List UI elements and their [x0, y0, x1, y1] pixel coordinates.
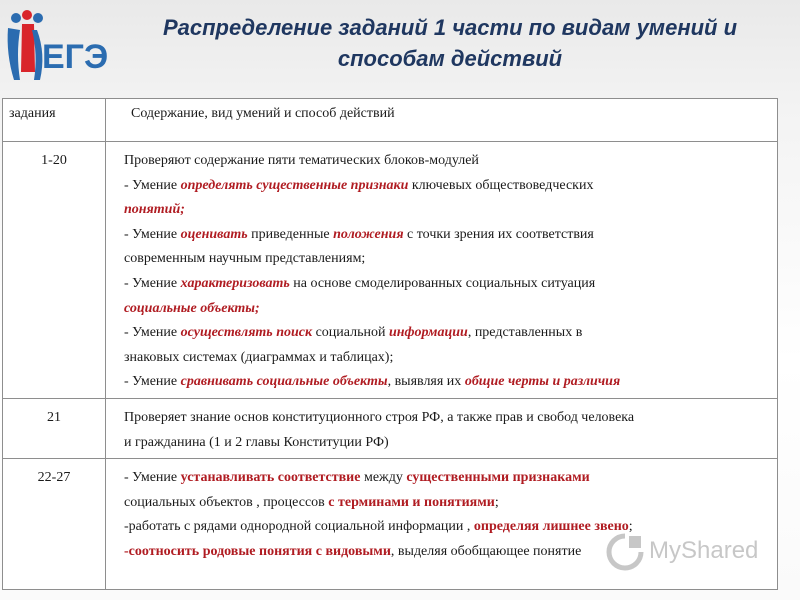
- content-line: [124, 466, 767, 491]
- content-line: [124, 321, 767, 346]
- content-line: [124, 370, 767, 395]
- text-segment: - Умение: [124, 470, 181, 486]
- text-segment: , выявляя их: [387, 374, 465, 390]
- text-segment: - Умение: [124, 226, 181, 242]
- text-segment: и гражданина (1 и 2 главы Конституции РФ): [124, 434, 389, 450]
- text-segment: - Умение: [124, 325, 181, 341]
- table-header-row: [3, 99, 778, 142]
- content-line: [124, 346, 767, 371]
- logo-head-blue-left: [11, 13, 21, 23]
- highlighted-text: осуществлять поиск: [180, 325, 313, 341]
- text-segment: социальных объектов , процессов: [124, 494, 329, 510]
- content-line: [124, 198, 767, 223]
- content-line: [124, 491, 767, 516]
- tasks-table: [2, 98, 778, 590]
- content-line: [124, 406, 767, 431]
- watermark-text: MyShared: [649, 537, 759, 564]
- content-line: [124, 272, 767, 297]
- text-segment: на основе смоделированных социальных ситуация: [289, 275, 596, 291]
- text-segment: между: [360, 470, 407, 486]
- header-tasks: задания: [3, 99, 106, 142]
- text-segment: знаковых системах (диаграммах и таблицах);: [124, 349, 394, 365]
- text-segment: - Умение: [124, 374, 181, 390]
- slide-title-line-2: способам действий: [337, 46, 563, 71]
- logo-figure-left: [8, 28, 20, 80]
- text-segment: , выделяя обобщающее понятие: [390, 543, 582, 559]
- highlighted-text: характеризовать: [180, 275, 290, 291]
- text-segment: ;: [494, 494, 499, 510]
- highlighted-text: понятий;: [124, 202, 185, 218]
- text-segment: -работать с рядами однородной социальной информации ,: [124, 519, 474, 535]
- header-content: Содержание, вид умений и способ действий: [106, 99, 778, 142]
- task-number: 21: [3, 398, 106, 458]
- highlighted-text: существенными признаками: [406, 470, 590, 486]
- text-segment: , представленных в: [467, 325, 583, 341]
- highlighted-text: устанавливать соответствие: [180, 470, 361, 486]
- text-segment: Проверяют содержание пяти тематических блоков-модулей: [124, 153, 479, 168]
- text-segment: - Умение: [124, 275, 181, 291]
- logo-text: ЕГЭ: [42, 38, 109, 76]
- logo-head-blue-right: [33, 13, 43, 23]
- text-segment: социальной: [312, 325, 389, 341]
- text-segment: - Умение: [124, 177, 181, 193]
- content-line: [124, 431, 767, 456]
- watermark-logo-icon: [605, 532, 645, 572]
- logo-head-red: [22, 10, 32, 20]
- content-line: [124, 149, 767, 174]
- content-line: [124, 247, 767, 272]
- highlighted-text: положения: [333, 226, 404, 242]
- ege-logo: [2, 8, 114, 92]
- highlighted-text: социальные объекты;: [124, 300, 260, 316]
- content-line: [124, 174, 767, 199]
- watermark: [605, 532, 765, 576]
- task-number: 22-27: [3, 459, 106, 590]
- text-segment: ключевых обществоведческих: [408, 177, 594, 193]
- slide-title: [130, 12, 770, 74]
- text-segment: с точки зрения их соответствия: [403, 226, 594, 242]
- ege-logo-graphic: [2, 8, 114, 92]
- watermark-square: [629, 536, 641, 548]
- highlighted-text: информации: [388, 325, 468, 341]
- text-segment: современным научным представлениям;: [124, 251, 366, 267]
- content-line: [124, 223, 767, 248]
- content-line: [124, 297, 767, 322]
- task-number: 1-20: [3, 142, 106, 399]
- task-content: [106, 142, 778, 399]
- highlighted-text: -соотносить родовые понятия с видовыми: [124, 543, 391, 559]
- highlighted-text: определять существенные признаки: [180, 177, 409, 193]
- text-segment: Проверяет знание основ конституционного строя РФ, а также прав и свобод человека: [124, 409, 635, 425]
- highlighted-text: сравнивать социальные объекты: [180, 374, 388, 390]
- text-segment: ;: [628, 519, 633, 535]
- text-segment: приведенные: [247, 226, 334, 242]
- table-row: [3, 142, 778, 399]
- slide-title-line-1: Распределение заданий 1 части по видам умений и: [162, 15, 738, 40]
- highlighted-text: с терминами и понятиями: [328, 494, 495, 510]
- task-content: [106, 398, 778, 458]
- table-row: [3, 398, 778, 458]
- highlighted-text: оценивать: [180, 226, 248, 242]
- highlighted-text: общие черты и различия: [464, 374, 621, 390]
- highlighted-text: определяя лишнее звено: [473, 519, 629, 535]
